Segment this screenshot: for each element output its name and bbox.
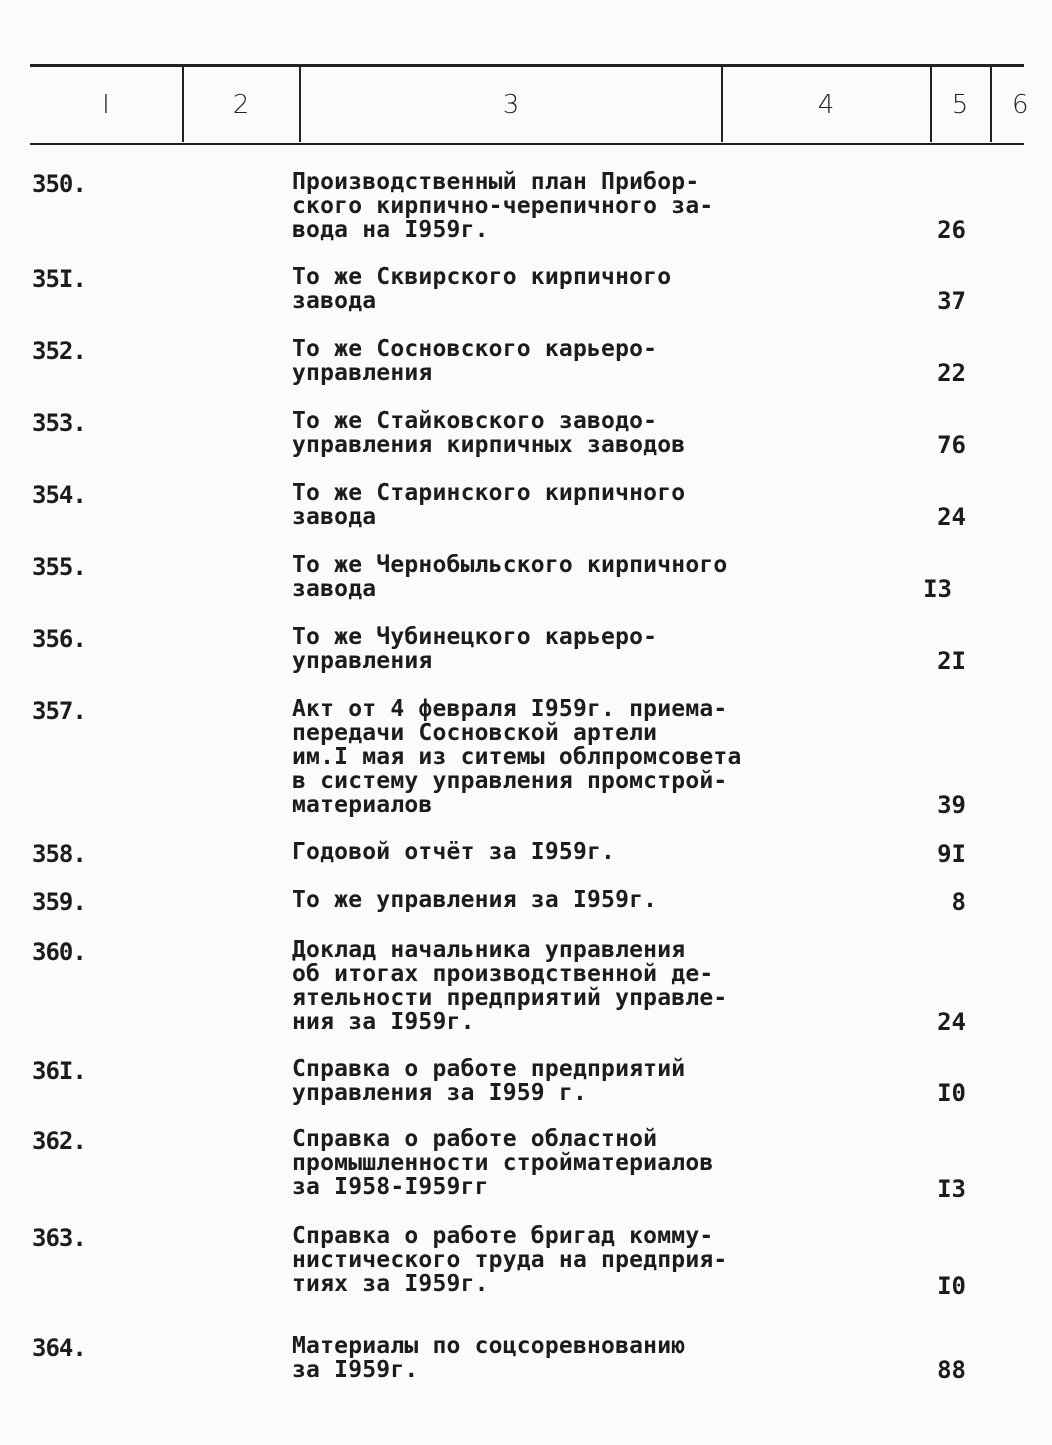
- item-number: 359.: [32, 888, 86, 916]
- column-header-6: 6: [1012, 90, 1029, 120]
- item-description: То же Стайковского заводо- управления кирпичных заводов: [292, 408, 686, 458]
- column-header-5: 5: [951, 90, 969, 120]
- item-description: Материалы по соцсоревнованию за I959г.: [292, 1333, 686, 1383]
- column-header-1: I: [102, 90, 110, 120]
- item-description: Справка о работе предприятий управления за I959 г.: [292, 1056, 686, 1106]
- sheet-count: 26: [937, 216, 966, 244]
- item-description: Годовой отчёт за I959г.: [292, 839, 616, 865]
- sheet-count: 37: [937, 287, 966, 315]
- item-description: Справка о работе бригад комму- нистического труда на предприя- тиях за I959г.: [292, 1223, 728, 1297]
- item-description: Акт от 4 февраля I959г. приема- передачи Сосновской артели им.I мая из ситемы облпромсовета в систему управления промстрой- материалов: [292, 696, 742, 818]
- item-number: 352.: [32, 337, 86, 365]
- item-number: 36I.: [32, 1057, 86, 1085]
- sheet-count: 9I: [937, 840, 966, 868]
- item-number: 358.: [32, 840, 86, 868]
- sheet-count: I3: [937, 1175, 966, 1203]
- column-header-4: 4: [817, 90, 835, 120]
- sheet-count: 76: [937, 431, 966, 459]
- sheet-count: 2I: [937, 647, 966, 675]
- item-description: То же Чернобыльского кирпичного завода: [292, 552, 728, 602]
- header-divider: [299, 64, 301, 142]
- column-header-2: 2: [232, 90, 250, 120]
- item-description: То же Сквирского кирпичного завода: [292, 264, 672, 314]
- item-description: То же Чубинецкого карьеро- управления: [292, 624, 658, 674]
- item-number: 35I.: [32, 265, 86, 293]
- item-description: Доклад начальника управления об итогах производственной де- ятельности предприятий управле- ния за I959г.: [292, 937, 728, 1035]
- item-number: 364.: [32, 1334, 86, 1362]
- item-description: Справка о работе областной промышленности стройматериалов за I958-I959гг: [292, 1126, 714, 1200]
- item-number: 354.: [32, 481, 86, 509]
- sheet-count: 22: [937, 359, 966, 387]
- header-divider: [182, 64, 184, 142]
- sheet-count: I3: [923, 575, 952, 603]
- column-header-3: 3: [502, 90, 520, 120]
- header-divider: [721, 64, 723, 142]
- item-description: Производственный план Прибор- ского кирпично-черепичного за- вода на I959г.: [292, 169, 714, 243]
- sheet-count: 24: [937, 503, 966, 531]
- item-number: 353.: [32, 409, 86, 437]
- item-number: 363.: [32, 1224, 86, 1252]
- sheet-count: 39: [937, 791, 966, 819]
- item-description: То же Старинского кирпичного завода: [292, 480, 686, 530]
- sheet-count: 8: [951, 888, 966, 916]
- item-number: 350.: [32, 170, 86, 198]
- item-number: 355.: [32, 553, 86, 581]
- sheet-count: I0: [937, 1079, 966, 1107]
- item-number: 356.: [32, 625, 86, 653]
- sheet-count: 24: [937, 1008, 966, 1036]
- sheet-count: I0: [937, 1272, 966, 1300]
- item-description: То же Сосновского карьеро- управления: [292, 336, 658, 386]
- sheet-count: 88: [937, 1356, 966, 1384]
- header-divider: [930, 64, 932, 142]
- header-divider: [990, 64, 992, 142]
- item-description: То же управления за I959г.: [292, 887, 658, 913]
- item-number: 362.: [32, 1127, 86, 1155]
- item-number: 357.: [32, 697, 86, 725]
- table-header: [30, 64, 1029, 145]
- item-number: 360.: [32, 938, 86, 966]
